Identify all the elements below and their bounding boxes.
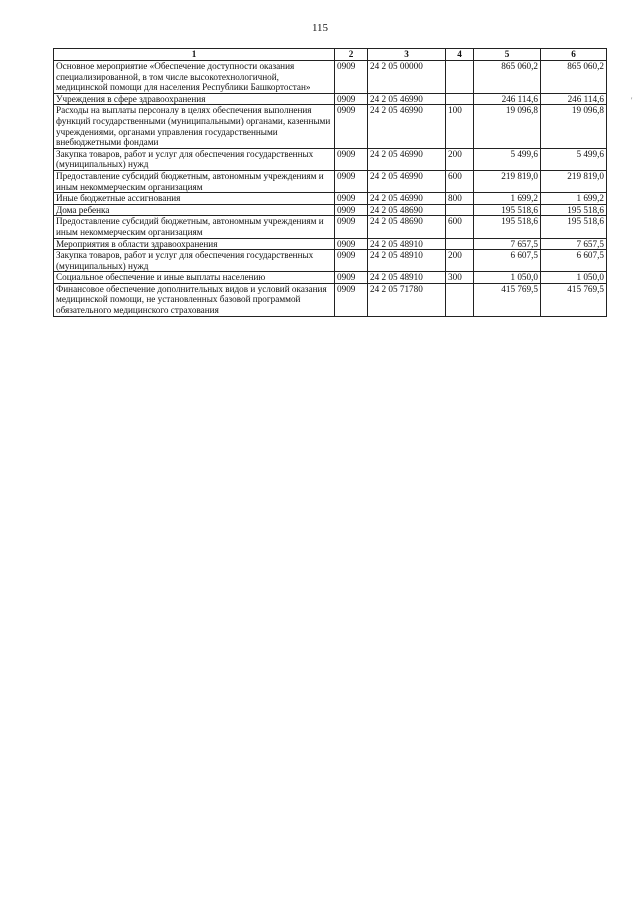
table-row xyxy=(54,105,607,148)
column-header-target: 3 xyxy=(368,49,446,61)
row-sum1: 19 096,8 xyxy=(474,105,541,148)
table-row xyxy=(54,61,607,94)
row-section: 0909 xyxy=(335,170,368,192)
table-header-row xyxy=(54,49,607,61)
row-sum2: 19 096,8 xyxy=(541,105,607,148)
row-section: 0909 xyxy=(335,61,368,94)
column-header-expense: 4 xyxy=(446,49,474,61)
row-target: 24 2 05 48690 xyxy=(368,204,446,216)
row-sum2: 7 657,5 xyxy=(541,238,607,250)
table-row xyxy=(54,283,607,316)
row-target: 24 2 05 46990 xyxy=(368,105,446,148)
row-target: 24 2 05 48910 xyxy=(368,238,446,250)
table-row xyxy=(54,250,607,272)
table-row xyxy=(54,170,607,192)
row-section: 0909 xyxy=(335,238,368,250)
row-sum1: 415 769,5 xyxy=(474,283,541,316)
row-name: Основное мероприятие «Обеспечение доступности оказания специализированной, в том числе высокотехнологичной, медицинской помощи для населения Республики Башкортостан» xyxy=(54,61,335,94)
column-header-sum1: 5 xyxy=(474,49,541,61)
row-target: 24 2 05 46990 xyxy=(368,93,446,105)
column-header-section: 2 xyxy=(335,49,368,61)
row-sum1: 6 607,5 xyxy=(474,250,541,272)
row-sum2: 195 518,6 xyxy=(541,216,607,238)
row-expense xyxy=(446,283,474,316)
row-target: 24 2 05 00000 xyxy=(368,61,446,94)
row-sum2: 219 819,0 xyxy=(541,170,607,192)
row-expense: 600 xyxy=(446,170,474,192)
row-expense xyxy=(446,93,474,105)
row-section: 0909 xyxy=(335,283,368,316)
row-sum2: 195 518,6 xyxy=(541,204,607,216)
row-name: Дома ребенка xyxy=(54,204,335,216)
row-sum2: 5 499,6 xyxy=(541,148,607,170)
row-sum2: 1 699,2 xyxy=(541,193,607,205)
row-expense xyxy=(446,61,474,94)
row-target: 24 2 05 48910 xyxy=(368,272,446,284)
row-name: Закупка товаров, работ и услуг для обеспечения государственных (муниципальных) нужд xyxy=(54,148,335,170)
row-sum1: 7 657,5 xyxy=(474,238,541,250)
row-expense xyxy=(446,238,474,250)
table-row xyxy=(54,272,607,284)
table-row xyxy=(54,216,607,238)
row-sum2: 865 060,2 xyxy=(541,61,607,94)
page-number: 115 xyxy=(311,22,329,34)
table-row xyxy=(54,204,607,216)
row-name: Иные бюджетные ассигнования xyxy=(54,193,335,205)
row-sum1: 246 114,6 xyxy=(474,93,541,105)
row-sum1: 195 518,6 xyxy=(474,216,541,238)
row-section: 0909 xyxy=(335,105,368,148)
row-name: Расходы на выплаты персоналу в целях обеспечения выполнения функций государственными (муниципальными) органами, казенными учреждениями, органами управления государственными внебюджетными фондами xyxy=(54,105,335,148)
row-sum2: 246 114,6 xyxy=(541,93,607,105)
row-sum1: 1 050,0 xyxy=(474,272,541,284)
row-sum2: 6 607,5 xyxy=(541,250,607,272)
row-target: 24 2 05 46990 xyxy=(368,193,446,205)
row-section: 0909 xyxy=(335,216,368,238)
column-header-name: 1 xyxy=(54,49,335,61)
row-section: 0909 xyxy=(335,93,368,105)
row-expense: 200 xyxy=(446,148,474,170)
row-section: 0909 xyxy=(335,204,368,216)
row-target: 24 2 05 48910 xyxy=(368,250,446,272)
table-row xyxy=(54,193,607,205)
row-expense: 300 xyxy=(446,272,474,284)
row-sum1: 195 518,6 xyxy=(474,204,541,216)
margin-mark: ' xyxy=(631,96,633,105)
row-sum1: 1 699,2 xyxy=(474,193,541,205)
row-name: Закупка товаров, работ и услуг для обеспечения государственных (муниципальных) нужд xyxy=(54,250,335,272)
row-expense: 100 xyxy=(446,105,474,148)
row-name: Мероприятия в области здравоохранения xyxy=(54,238,335,250)
row-sum1: 865 060,2 xyxy=(474,61,541,94)
row-name: Предоставление субсидий бюджетным, автономным учреждениям и иным некоммерческим организациям xyxy=(54,216,335,238)
row-name: Социальное обеспечение и иные выплаты населению xyxy=(54,272,335,284)
row-name: Учреждения в сфере здравоохранения xyxy=(54,93,335,105)
row-sum1: 219 819,0 xyxy=(474,170,541,192)
row-expense: 200 xyxy=(446,250,474,272)
row-expense xyxy=(446,204,474,216)
row-target: 24 2 05 46990 xyxy=(368,148,446,170)
budget-table xyxy=(53,48,607,317)
row-sum1: 5 499,6 xyxy=(474,148,541,170)
row-section: 0909 xyxy=(335,193,368,205)
row-target: 24 2 05 48690 xyxy=(368,216,446,238)
column-header-sum2: 6 xyxy=(541,49,607,61)
row-section: 0909 xyxy=(335,250,368,272)
row-expense: 600 xyxy=(446,216,474,238)
row-section: 0909 xyxy=(335,272,368,284)
table-row xyxy=(54,238,607,250)
row-expense: 800 xyxy=(446,193,474,205)
table-row xyxy=(54,93,607,105)
row-sum2: 1 050,0 xyxy=(541,272,607,284)
row-target: 24 2 05 71780 xyxy=(368,283,446,316)
row-target: 24 2 05 46990 xyxy=(368,170,446,192)
row-sum2: 415 769,5 xyxy=(541,283,607,316)
row-name: Предоставление субсидий бюджетным, автономным учреждениям и иным некоммерческим организациям xyxy=(54,170,335,192)
table-row xyxy=(54,148,607,170)
row-name: Финансовое обеспечение дополнительных видов и условий оказания медицинской помощи, не установленных базовой программой обязательного медицинского страхования xyxy=(54,283,335,316)
row-section: 0909 xyxy=(335,148,368,170)
